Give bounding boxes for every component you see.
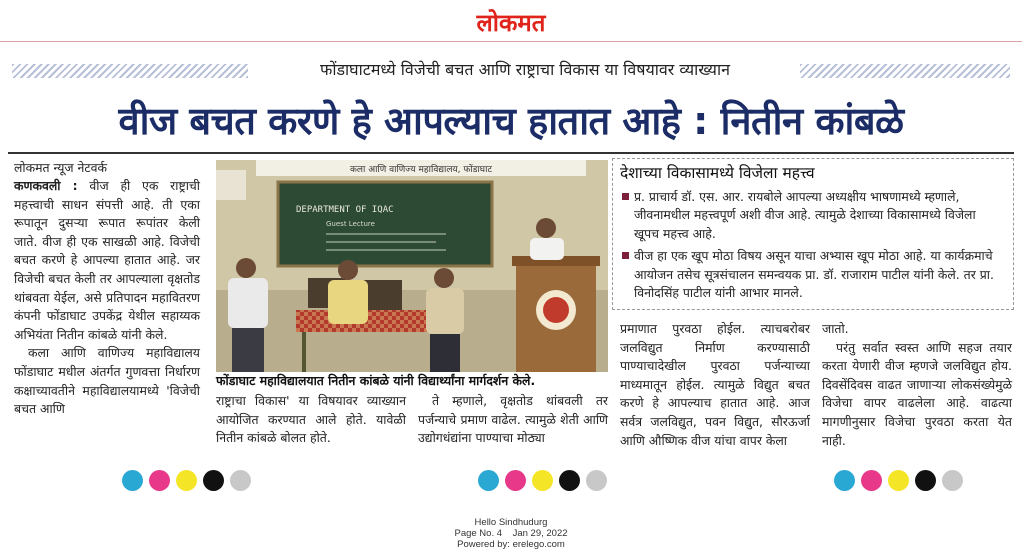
color-dot [942,470,963,491]
column4-para2: परंतु सर्वात स्वस्त आणि सहज तयार करता येणारी वीज म्हणजे जलविद्युत होय. दिवसेंदिवस वाढत जाणाऱ्या लोकसंख्येमुळे विजेचा वापर वाढलेला आहे. वाढत्या मागणीनुसार विजेचा पुरवठा करता येत नाही. [822,339,1012,448]
column1-para2: कला आणि वाणिज्य महाविद्यालय फोंडाघाट मधील अंतर्गत गुणवत्ता निर्धारण कक्षाच्यावतीने महाविद्यालयामध्ये 'विजेची बचत आणि [14,345,200,417]
sidebar-box-item [622,247,1002,302]
color-dot [834,470,855,491]
color-dot [888,470,909,491]
color-dot [149,470,170,491]
kicker-hatch-left [12,64,248,78]
registration-marks-right [834,470,963,492]
color-dot [203,470,224,491]
article-column-2a: राष्ट्राचा विकास' या विषयावर व्याख्यान आयोजित करण्यात आले होते. यावेळी नितीन कांबळे बोलत होते. [216,393,406,446]
registration-marks-left [122,470,251,492]
article-column-2b: ते म्हणाले, वृक्षतोड थांबवली तर पर्जन्याचे प्रमाण वाढेल. त्यामुळे शेती आणि उद्योगधंद्यांना पाण्याचा मोठ्या [418,393,608,446]
column4-para1: जातो. [822,321,849,336]
headline-divider [8,152,1014,154]
sidebar-box-item [622,188,1002,243]
photo-illustration [216,160,608,372]
page-footer [0,517,1022,550]
color-dot [861,470,882,491]
color-dot [586,470,607,491]
column1-para1: वीज ही एक राष्ट्राची महत्त्वाची साधन संपत्ती आहे. ती एका रूपातून दुसऱ्या रूपात रूपांतर केली जाते. वीज ही एक साखळी आहे. विजेची बचत करणे हे आपल्या हातात आहे. जर विजेची बचत केली तर आपल्याला वृक्षतोड थांबवता येईल, असे प्रतिपादन महावितरण कंपनी फोंडाघाट उपकेंद्र येथील सहाय्यक अभियंता नितीन कांबळे यांनी केले. [14,178,200,342]
kicker-hatch-right [800,64,1010,78]
kicker-subheadline: फोंडाघाटमध्ये विजेची बचत आणि राष्ट्राचा विकास या विषयावर व्याख्यान [319,60,730,79]
footer-powered-by[interactable]: Powered by: erelego.com [457,539,565,550]
color-dot [559,470,580,491]
sidebar-box-list [622,188,1002,306]
color-dot [478,470,499,491]
color-dot [230,470,251,491]
board-text-line2: Guest Lecture [326,220,375,228]
byline: लोकमत न्यूज नेटवर्क [14,160,108,175]
photo-banner-text: कला आणि वाणिज्य महाविद्यालय, फोंडाघाट [350,165,492,175]
color-dot [505,470,526,491]
sidebar-box-item-text: प्र. प्राचार्य डॉ. एस. आर. रायबोले आपल्या अध्यक्षीय भाषणामध्ये म्हणाले, जीवनामधील महत्त्वपूर्ण अशी वीज आहे. त्यामुळे देशाच्या विकासामध्ये विजेला खूपच महत्त्व आहे. [634,189,976,241]
bullet-square-icon [622,193,629,200]
newspaper-logo: लोकमत [476,8,546,37]
color-dot [122,470,143,491]
color-dot [176,470,197,491]
article-column-3: प्रमाणात पुरवठा होईल. त्याचबरोबर जलविद्युत निर्माण करण्यासाठी पाण्याचादेखील पुरवठा पर्जन्याच्या माध्यमातून होईल. त्यामुळे विद्युत बचत करणे हे आपल्याच हातात आहे. आज सर्वत्र जलविद्युत, पवन विद्युत, सौरऊर्जा आणि औष्णिक वीज यांचा वापर केला [620,321,810,448]
footer-page-date: Page No. 4 Jan 29, 2022 [454,528,568,539]
article-column-4 [822,320,1012,450]
bullet-square-icon [622,252,629,259]
article-column-1 [14,177,200,419]
article-photo [216,160,608,372]
sidebar-box-title: देशाच्या विकासामध्ये विजेला महत्त्व [620,164,815,182]
color-dot [532,470,553,491]
photo-caption: फोंडाघाट महाविद्यालयात नितीन कांबळे यांनी विद्यार्थ्यांना मार्गदर्शन केले. [216,373,536,388]
color-dot [915,470,936,491]
board-text-line1: DEPARTMENT OF IQAC [296,205,394,215]
dateline: कणकवली : [14,178,78,193]
sidebar-box-item-text: वीज हा एक खूप मोठा विषय असून याचा अभ्यास खूप मोठा आहे. या कार्यक्रमाचे आयोजन तसेच सूत्रसंचालन समन्वयक प्रा. डॉ. राजाराम पाटील यांनी केले. तर प्रा. विनोदसिंह पाटील यांनी आभार मानले. [634,248,994,301]
footer-edition: Hello Sindhudurg [474,517,548,528]
masthead-divider [0,41,1022,42]
registration-marks-center [478,470,607,492]
headline: वीज बचत करणे हे आपल्याच हातात आहे : नितीन कांबळे [118,99,904,143]
